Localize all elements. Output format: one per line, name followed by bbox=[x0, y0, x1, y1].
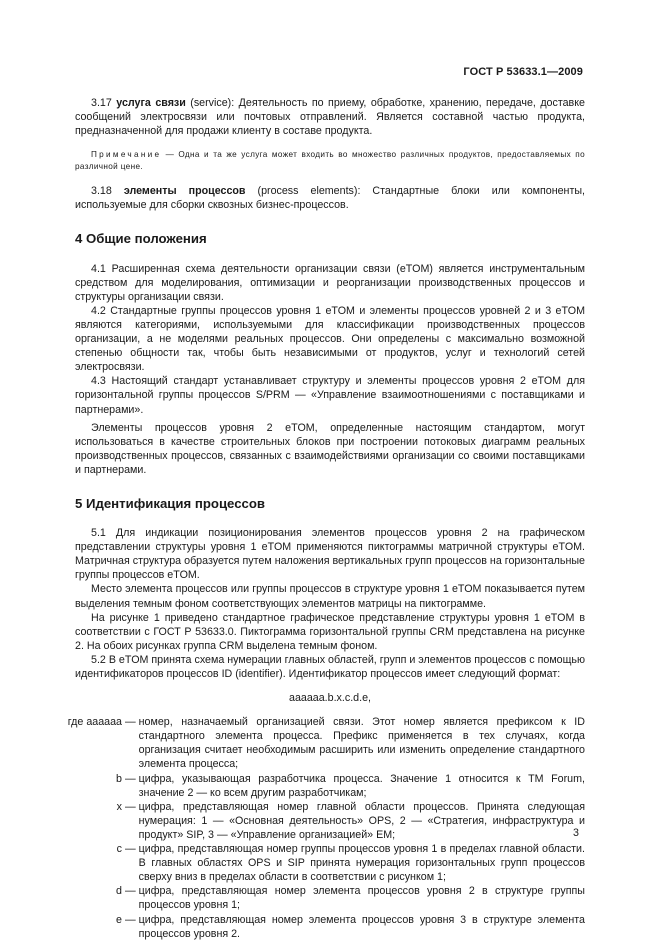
clause-4-3: 4.3 Настоящий стандарт устанавливает структуру и элементы процессов уровня 2 eTOM для горизонтальной группы процессов S/PRM — «Управление взаимоотношениями с поставщиками и партнерами». bbox=[75, 375, 585, 416]
standard-header: ГОСТ Р 53633.1—2009 bbox=[463, 66, 583, 78]
term: элементы процессов bbox=[123, 185, 246, 198]
note-text: — Одна и та же услуга может входить во множество различных продуктов, предоставляемых по различной цене. bbox=[75, 150, 585, 171]
section-4-heading: 4 Общие положения bbox=[75, 231, 207, 247]
definition-list bbox=[67, 715, 585, 941]
clause-number: 3.18 bbox=[91, 185, 112, 198]
definition-text: цифра, представляющая номер главной области процессов. Принята следующая нумерация: 1 — «Основная деятельность» OPS, 2 — «Стратегия, инфраструктура и продукт» SIP, 3 — «Управление организацией» EM; bbox=[138, 800, 585, 841]
definition-term: d bbox=[116, 885, 122, 898]
note bbox=[75, 149, 585, 172]
clause-4-2: 4.2 Стандартные группы процессов уровня 1 eTOM и элементы процессов уровней 2 и 3 eTOM являются категориями, используемыми для классификации производственных процессов организации, а не моделями реальных процессов. Они определены с максимально возможной степенью общности так, чтобы быть независимыми от продуктов, услуг и технологий сетей электросвязи. bbox=[75, 304, 585, 374]
clause-4-paragraph: Элементы процессов уровня 2 eTOM, определенные настоящим стандартом, могут использоваться в качестве строительных блоков при построении потоковых диаграмм реальных производственных процессов, связанных с взаимодействиями организации со своими поставщиками и партнерами. bbox=[75, 421, 585, 476]
term: услуга связи bbox=[116, 97, 186, 109]
definition-dash: — bbox=[122, 800, 139, 813]
definition-text: цифра, представляющая номер элемента процессов уровня 2 в структуре группы процессов уровня 1; bbox=[138, 885, 585, 912]
definition-term: b bbox=[116, 772, 122, 785]
clause-4-1: 4.1 Расширенная схема деятельности организации связи (eTOM) является инструментальным средством для моделирования, оптимизации и реорганизации производственных процессов и структуры организации связи. bbox=[75, 262, 585, 303]
definition-item bbox=[75, 913, 585, 941]
clause-5-2: 5.2 В eTOM принята схема нумерации главных областей, групп и элементов процессов с помощью идентификаторов процессов ID (identifier). Идентификатор процессов имеет следующий формат: bbox=[75, 653, 585, 680]
page-number: 3 bbox=[573, 827, 579, 839]
definition-dash: — bbox=[122, 843, 139, 856]
section-5-heading: 5 Идентификация процессов bbox=[75, 495, 266, 511]
id-format-formula: aaaaaa.b.x.c.d.e, bbox=[289, 692, 371, 705]
page-content bbox=[67, 96, 586, 941]
definition-dash: — bbox=[122, 716, 139, 729]
clause-number: 3.17 bbox=[91, 97, 112, 109]
definition-dash: — bbox=[122, 885, 139, 898]
clause-5-paragraph-3: На рисунке 1 приведено стандартное графическое представление структуры уровня 1 eTOM в соответствии с ГОСТ Р 53633.0. Пиктограмма горизонтальной группы CRM представлена на рисунке 2. На обоих рисунках группа CRM выделена темным фоном. bbox=[75, 611, 585, 652]
definition-dash: — bbox=[122, 772, 139, 785]
definition-item bbox=[75, 772, 585, 800]
definition-text: номер, назначаемый организацией связи. Этот номер является префиксом к ID стандартного элемента процесса. Префикс применяется в тех случаях, когда организация считает необходимым расширить или изменить определение стандартного элемента процесса; bbox=[138, 716, 585, 771]
definition-item bbox=[75, 884, 585, 912]
definition-dash: — bbox=[122, 913, 139, 926]
clause-3-17 bbox=[75, 96, 585, 138]
definition-item bbox=[75, 842, 585, 884]
clause-3-18 bbox=[75, 184, 585, 212]
definition-text: цифра, представляющая номер элемента процессов уровня 3 в структуре элемента процессов уровня 2. bbox=[138, 913, 585, 940]
definition-item bbox=[75, 800, 585, 842]
definition-text: цифра, представляющая номер группы процессов уровня 1 в пределах главной области. В главных областях OPS и SIP принята нумерация горизонтальных групп процессов сверху вниз в пределах области в соответствии с рисунком 1; bbox=[138, 843, 585, 884]
clause-5-paragraph-2: Место элемента процессов или группы процессов в структуре уровня 1 eTOM показывается путем выделения темным фоном соответствующих элементов матрицы на пиктограмме. bbox=[75, 583, 585, 610]
definition-term: x bbox=[116, 800, 122, 813]
clause-text: (service): Деятельность по приему, обработке, хранению, передаче, доставке сообщений электросвязи или почтовых отправлений. Является составной частью продукта, предназначенной для продажи клиенту в составе продукта. bbox=[75, 97, 585, 138]
definition-item bbox=[47, 715, 585, 771]
clause-text: (process elements): Стандартные блоки или компоненты, используемые для сборки сквозных бизнес-процессов. bbox=[75, 185, 586, 212]
clause-5-1: 5.1 Для индикации позиционирования элементов процессов уровня 2 на графическом представлении структуры уровня 1 eTOM применяются пиктограммы матричной структуры eTOM. Матричная структура образуется путем наложения вертикальных групп процессов на горизонтальные группы процессов eTOM. bbox=[75, 527, 585, 582]
definition-term: e bbox=[116, 913, 122, 926]
definition-term: c bbox=[116, 843, 122, 856]
definition-term: где aaaaaa bbox=[67, 716, 122, 729]
note-label: Примечание bbox=[91, 150, 162, 160]
definition-text: цифра, указывающая разработчика процесса. Значение 1 относится к TM Forum, значение 2 — ко всем другим разработчикам; bbox=[138, 772, 585, 799]
